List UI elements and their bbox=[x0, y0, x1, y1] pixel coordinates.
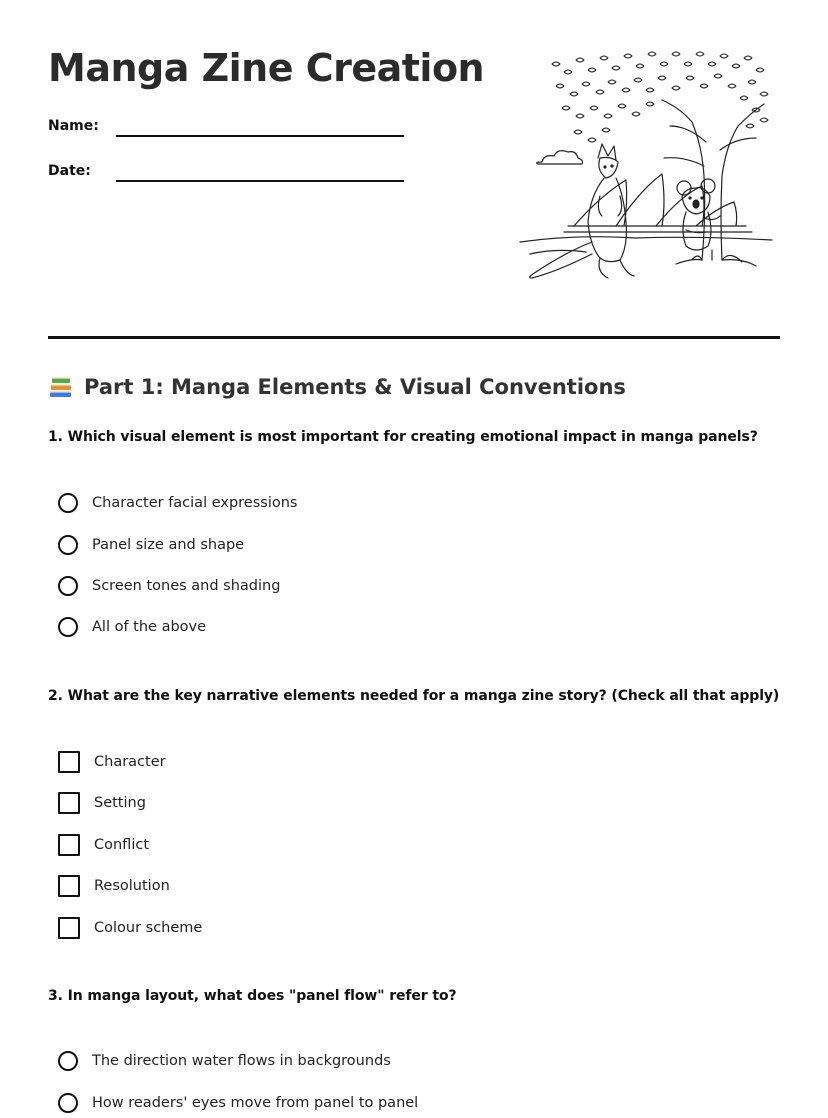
part1-heading bbox=[48, 374, 626, 400]
q2-option[interactable] bbox=[58, 874, 170, 898]
option-label: All of the above bbox=[92, 619, 207, 635]
question-1: 1. Which visual element is most important for creating emotional impact in manga panels? bbox=[48, 429, 758, 445]
q3-radio[interactable] bbox=[58, 1093, 78, 1113]
option-label: Character facial expressions bbox=[92, 495, 298, 511]
q2-checkbox[interactable] bbox=[58, 751, 80, 773]
option-label: Screen tones and shading bbox=[92, 578, 281, 594]
tree-icon bbox=[552, 52, 768, 266]
koala-icon bbox=[677, 179, 720, 250]
option-label: Conflict bbox=[94, 837, 150, 853]
date-label: Date: bbox=[48, 163, 91, 179]
q1-option[interactable] bbox=[58, 574, 280, 598]
option-label: Colour scheme bbox=[94, 920, 203, 936]
date-line[interactable] bbox=[116, 180, 404, 182]
q1-option[interactable] bbox=[58, 533, 244, 557]
option-label: Character bbox=[94, 754, 166, 770]
q1-option[interactable] bbox=[58, 615, 206, 639]
q2-checkbox[interactable] bbox=[58, 792, 80, 814]
q1-radio[interactable] bbox=[58, 493, 78, 513]
q1-radio[interactable] bbox=[58, 576, 78, 596]
q1-radio[interactable] bbox=[58, 535, 78, 555]
q2-checkbox[interactable] bbox=[58, 875, 80, 897]
part1-heading-text: Part 1: Manga Elements & Visual Conventions bbox=[84, 375, 626, 399]
section-divider bbox=[48, 336, 780, 339]
q2-option[interactable] bbox=[58, 916, 202, 940]
name-field[interactable] bbox=[48, 118, 408, 142]
q2-checkbox[interactable] bbox=[58, 917, 80, 939]
q2-checkbox[interactable] bbox=[58, 834, 80, 856]
q1-option[interactable] bbox=[58, 491, 297, 515]
q1-radio[interactable] bbox=[58, 617, 78, 637]
q3-radio[interactable] bbox=[58, 1051, 78, 1071]
question-2: 2. What are the key narrative elements needed for a manga zine story? (Check all that apply) bbox=[48, 688, 780, 704]
q2-option[interactable] bbox=[58, 750, 166, 774]
q3-option[interactable] bbox=[58, 1049, 391, 1073]
question-3: 3. In manga layout, what does "panel flow" refer to? bbox=[48, 988, 457, 1004]
q2-option[interactable] bbox=[58, 791, 146, 815]
q2-option[interactable] bbox=[58, 833, 149, 857]
option-label: The direction water flows in backgrounds bbox=[92, 1053, 391, 1069]
worksheet-illustration bbox=[516, 46, 776, 294]
worksheet-title: Manga Zine Creation bbox=[48, 46, 485, 90]
name-line[interactable] bbox=[116, 135, 404, 137]
option-label: Panel size and shape bbox=[92, 537, 245, 553]
option-label: Resolution bbox=[94, 878, 170, 894]
option-label: Setting bbox=[94, 795, 146, 811]
name-label: Name: bbox=[48, 118, 99, 134]
q3-option[interactable] bbox=[58, 1091, 418, 1115]
books-icon bbox=[48, 374, 74, 400]
option-label: How readers' eyes move from panel to panel bbox=[92, 1095, 419, 1111]
opera-house-icon bbox=[564, 174, 752, 232]
cloud-icon bbox=[537, 151, 583, 164]
date-field[interactable] bbox=[48, 163, 408, 187]
